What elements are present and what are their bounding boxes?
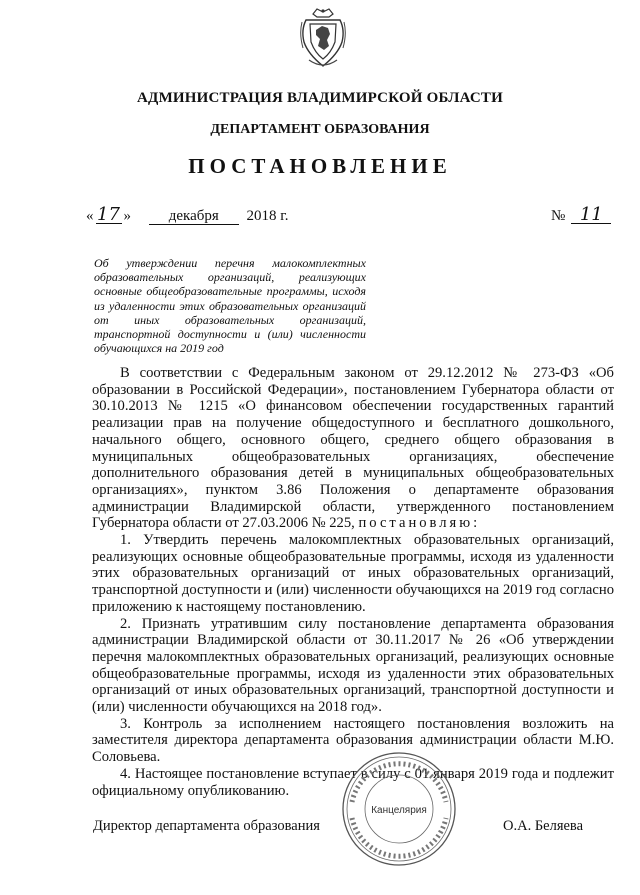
preamble-text: В соответствии с Федеральным законом от 29.12.2012 № 273-ФЗ «Об образовании в Российской Федерации», постановлением Губернатора области от 30.10.2013 № 1215 «О финансовом обеспечении государственных гарантий реализации прав на получение общедоступного и бесплатного дошкольного, начального общего, основного общего, среднего общего образования в муниципальных общеобразовательных организациях, обеспечение дополнительного образования детей в муниципальных общеобразовательных организациях», пунктом 3.86 Положения о департаменте образования администрации Владимирской области, утвержденного постановлением Губернатора области от 27.03.2006 № 225, — [92, 365, 614, 532]
document-number — [551, 204, 611, 225]
stamp-text: Канцелярия — [371, 805, 427, 816]
document-subject: Об утверждении перечня малокомплектных образовательных организаций, реализующих основные общеобразовательные программы, исходя из удаленности этих образовательных организаций от иных образовательных организаций, транспортной доступности и (или) численности обучающихся на 2019 год — [94, 256, 366, 356]
clause-3: 3. Контроль за исполнением настоящего постановления возложить на заместителя директора департамента образования администрации области М.Ю. Соловьева. — [92, 715, 614, 766]
number-label: № — [551, 208, 566, 224]
clause-2: 2. Признать утратившим силу постановление департамента образования администрации Владимирской области от 30.11.2017 № 26 «Об утверждении перечня малокомплектных образовательных организаций, реализующих основные общеобразовательные программы, исходя из удаленности этих образовательных организаций от иных образовательных организаций, транспортной доступности и (или) численности обучающихся на 2018 год». — [92, 615, 614, 716]
document-date — [86, 204, 289, 225]
date-open-quote: « — [86, 208, 94, 224]
office-stamp — [340, 750, 458, 868]
department-name: ДЕПАРТАМЕНТ ОБРАЗОВАНИЯ — [210, 122, 430, 137]
coat-of-arms-emblem — [299, 8, 347, 70]
date-month: декабря — [149, 208, 239, 225]
organization-name: АДМИНИСТРАЦИЯ ВЛАДИМИРСКОЙ ОБЛАСТИ — [137, 90, 503, 106]
decree-word: постановляю: — [358, 515, 481, 532]
signatory-name: О.А. Беляева — [503, 818, 584, 834]
clause-4: 4. Настоящее постановление вступает в силу с 01 января 2019 года и подлежит официальному опубликованию. — [92, 765, 614, 799]
date-close-quote: » — [123, 208, 131, 224]
document-type-title: ПОСТАНОВЛЕНИЕ — [188, 154, 452, 178]
signatory-title: Директор департамента образования — [93, 818, 320, 834]
date-day: 17 — [97, 204, 120, 225]
preamble-paragraph — [92, 365, 614, 532]
date-year: 2018 г. — [246, 208, 289, 224]
document-body — [92, 365, 614, 799]
number-value: 11 — [571, 207, 611, 224]
clause-1: 1. Утвердить перечень малокомплектных образовательных организаций, реализующих основные общеобразовательные программы, исходя из удаленности этих образовательных организаций от иных образовательных организаций, транспортной доступности и (или) численности обучающихся на 2019 год согласно приложению к настоящему постановлению. — [92, 532, 614, 615]
